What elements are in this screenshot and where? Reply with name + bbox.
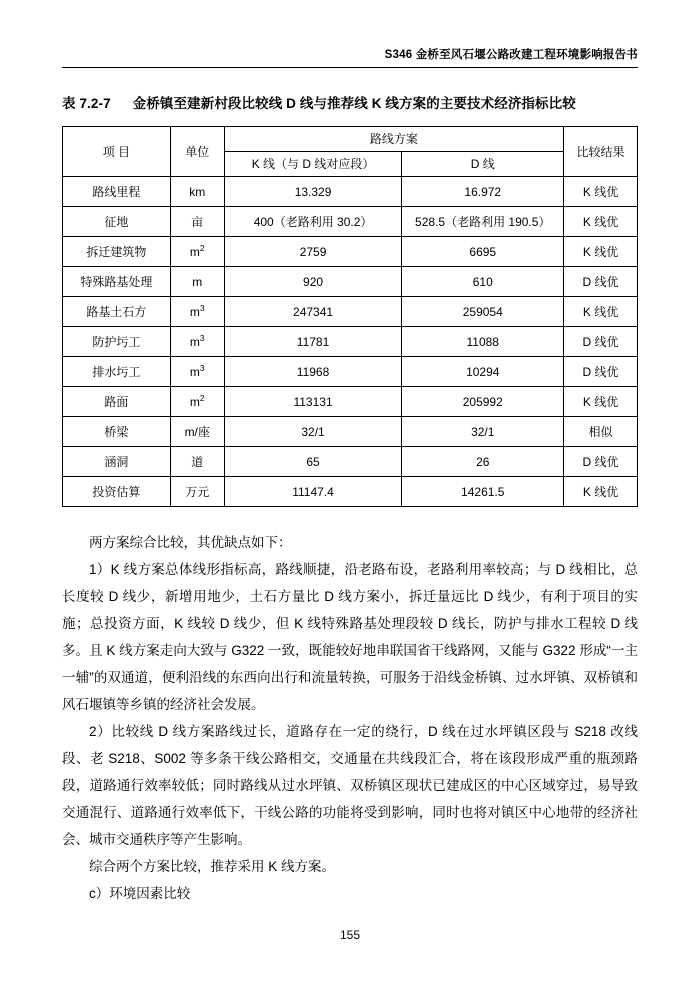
header-item: 项 目 xyxy=(63,127,171,177)
cell-d: 528.5（老路利用 190.5） xyxy=(402,207,564,237)
table-row xyxy=(63,297,638,327)
header-unit: 单位 xyxy=(170,127,224,177)
cell-k: 65 xyxy=(224,447,402,477)
cell-d: 32/1 xyxy=(402,417,564,447)
cell-unit: $m^2$ xyxy=(170,237,224,267)
cell-unit: $m^3$ xyxy=(170,357,224,387)
cell-k: 13.329 xyxy=(224,177,402,207)
paragraph-d-line: 2）比较线 D 线方案路线过长，道路存在一定的绕行，D 线在过水坪镇区段与 S218 改线段、老 S218、S002 等多条干线公路相交，交通量在共线段汇合，将在该段形成严重的瓶颈路段，道路通行效率较低；同时路线从过水坪镇、双桥镇区现状已建成区的中心区域穿过，易导致交通混行、道路通行效率低下，干线公路的功能将受到影响，同时也将对镇区中心地带的经济社会、城市交通秩序等产生影响。 xyxy=(62,724,638,847)
cell-d: 11088 xyxy=(402,327,564,357)
cell-d: 16.972 xyxy=(402,177,564,207)
table-caption-text: 金桥镇至建新村段比较线 D 线与推荐线 K 线方案的主要技术经济指标比较 xyxy=(132,96,576,111)
table-row xyxy=(63,207,638,237)
cell-d: 259054 xyxy=(402,297,564,327)
cell-result: D 线优 xyxy=(564,327,638,357)
cell-item: 投资估算 xyxy=(63,477,171,507)
table-body xyxy=(63,177,638,507)
cell-item: 桥梁 xyxy=(63,417,171,447)
table-row xyxy=(63,267,638,297)
table-row xyxy=(63,237,638,267)
running-title: S346 金桥至风石堰公路改建工程环境影响报告书 xyxy=(384,49,638,61)
cell-unit: m/座 xyxy=(170,417,224,447)
paragraph-section-heading: c）环境因素比较 xyxy=(89,886,191,901)
page-footer xyxy=(0,928,700,942)
cell-unit: 道 xyxy=(170,447,224,477)
page-header xyxy=(62,0,638,68)
cell-k: 400（老路利用 30.2） xyxy=(224,207,402,237)
table-row xyxy=(63,477,638,507)
table-row xyxy=(63,327,638,357)
table-row xyxy=(63,177,638,207)
table-row xyxy=(63,417,638,447)
cell-k: 11147.4 xyxy=(224,477,402,507)
cell-d: 610 xyxy=(402,267,564,297)
cell-result: K 线优 xyxy=(564,297,638,327)
table-header-row-1 xyxy=(63,127,638,152)
cell-d: 10294 xyxy=(402,357,564,387)
cell-d: 14261.5 xyxy=(402,477,564,507)
header-scheme-k: K 线（与 D 线对应段） xyxy=(224,152,402,177)
paragraph-intro: 两方案综合比较，其优缺点如下： xyxy=(89,535,292,550)
cell-unit: 亩 xyxy=(170,207,224,237)
body-text xyxy=(62,529,638,907)
cell-k: 32/1 xyxy=(224,417,402,447)
cell-unit: $m^2$ xyxy=(170,387,224,417)
cell-k: 11781 xyxy=(224,327,402,357)
cell-item: 拆迁建筑物 xyxy=(63,237,171,267)
cell-d: 6695 xyxy=(402,237,564,267)
cell-unit: 万元 xyxy=(170,477,224,507)
table-row xyxy=(63,357,638,387)
cell-result: K 线优 xyxy=(564,237,638,267)
cell-d: 205992 xyxy=(402,387,564,417)
cell-item: 征地 xyxy=(63,207,171,237)
cell-result: K 线优 xyxy=(564,177,638,207)
cell-k: 2759 xyxy=(224,237,402,267)
cell-k: 11968 xyxy=(224,357,402,387)
page-number: 155 xyxy=(339,928,361,942)
cell-unit: m xyxy=(170,267,224,297)
cell-result: D 线优 xyxy=(564,447,638,477)
cell-item: 路面 xyxy=(63,387,171,417)
table-row xyxy=(63,447,638,477)
cell-unit: $m^3$ xyxy=(170,297,224,327)
cell-k: 247341 xyxy=(224,297,402,327)
cell-unit: km xyxy=(170,177,224,207)
cell-result: K 线优 xyxy=(564,207,638,237)
paragraph-k-line: 1）K 线方案总体线形指标高，路线顺捷，沿老路布设，老路利用率较高；与 D 线相比，总长度较 D 线少，新增用地少，土石方量比 D 线方案小，拆迁量远比 D 线少，有利于项目的实施；总投资方面，K 线较 D 线少，但 K 线特殊路基处理段较 D 线长，防护与排水工程较 D 线多。且 K 线方案走向大致与 G322 一致，既能较好地串联国省干线路网，又能与 G322 形成“一主一辅”的双通道，便利沿线的东西向出行和流量转换，可服务于沿线金桥镇、过水坪镇、双桥镇和风石堰镇等乡镇的经济社会发展。 xyxy=(62,562,638,712)
table-caption xyxy=(62,92,638,112)
cell-k: 113131 xyxy=(224,387,402,417)
cell-item: 防护圬工 xyxy=(63,327,171,357)
cell-item: 涵洞 xyxy=(63,447,171,477)
cell-unit: $m^3$ xyxy=(170,327,224,357)
comparison-table xyxy=(62,126,638,507)
cell-item: 路基土石方 xyxy=(63,297,171,327)
cell-item: 特殊路基处理 xyxy=(63,267,171,297)
cell-result: 相似 xyxy=(564,417,638,447)
table-caption-number: 表 7.2-7 xyxy=(62,96,111,111)
cell-result: K 线优 xyxy=(564,387,638,417)
cell-result: D 线优 xyxy=(564,357,638,387)
header-scheme-group: 路线方案 xyxy=(224,127,563,152)
cell-result: K 线优 xyxy=(564,477,638,507)
header-result: 比较结果 xyxy=(564,127,638,177)
header-divider xyxy=(62,67,638,68)
header-scheme-d: D 线 xyxy=(402,152,564,177)
cell-item: 排水圬工 xyxy=(63,357,171,387)
paragraph-conclusion: 综合两个方案比较，推荐采用 K 线方案。 xyxy=(89,859,336,874)
cell-result: D 线优 xyxy=(564,267,638,297)
cell-item: 路线里程 xyxy=(63,177,171,207)
cell-k: 920 xyxy=(224,267,402,297)
cell-d: 26 xyxy=(402,447,564,477)
table-row xyxy=(63,387,638,417)
